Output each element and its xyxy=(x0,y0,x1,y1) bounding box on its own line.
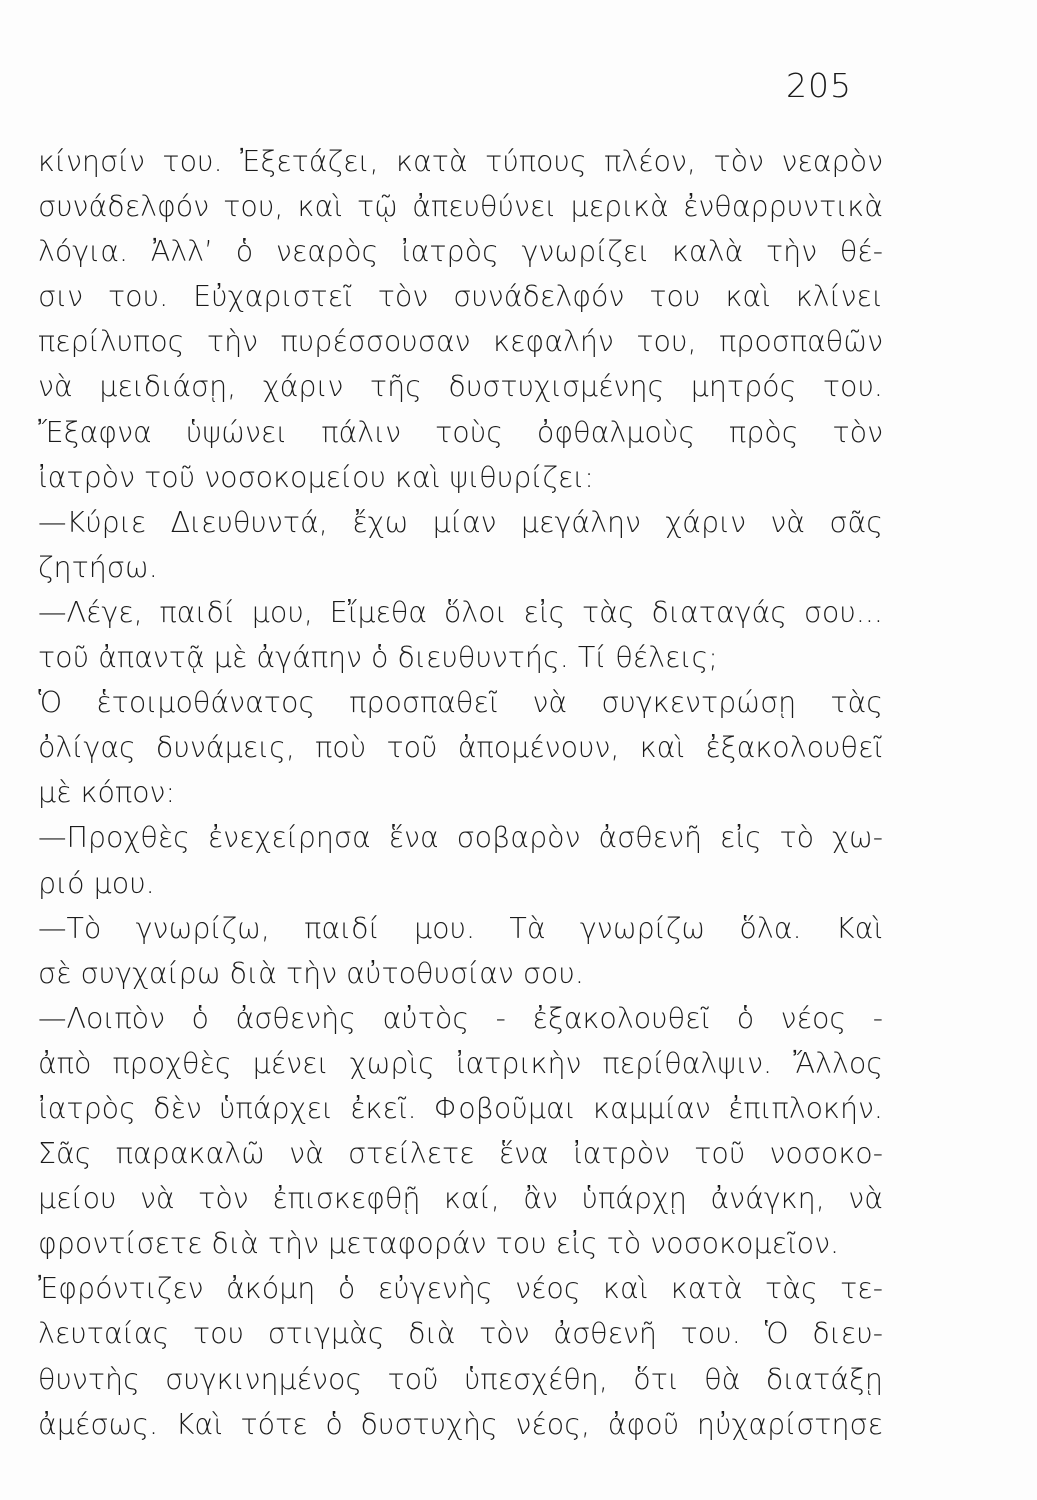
text-line: ἰατρὸς δὲν ὑπάρχει ἐκεῖ. Φοβοῦμαι καμμίαν ἐπιπλοκήν. xyxy=(38,1091,883,1125)
text-line: λόγια. Ἀλλ’ ὁ νεαρὸς ἰατρὸς γνωρίζει καλὰ τὴν θέ- xyxy=(38,235,883,269)
text-line: —Προχθὲς ἐνεχείρησα ἕνα σοβαρὸν ἀσθενῆ εἰς τὸ χω- xyxy=(38,821,883,855)
text-line: σιν του. Εὐχαριστεῖ τὸν συνάδελφόν του καὶ κλίνει xyxy=(38,280,883,314)
text-line: —Λέγε, παιδί μου, Εἴμεθα ὅλοι εἰς τὰς διαταγάς σου... xyxy=(38,595,883,629)
text-line: θυντὴς συγκινημένος τοῦ ὑπεσχέθη, ὅτι θὰ διατάξῃ xyxy=(38,1362,883,1396)
text-line: Ἐφρόντιζεν ἀκόμη ὁ εὐγενὴς νέος καὶ κατὰ τὰς τε- xyxy=(38,1272,883,1306)
text-line: περίλυπος τὴν πυρέσσουσαν κεφαλήν του, προσπαθῶν xyxy=(38,325,883,359)
text-line: φροντίσετε διὰ τὴν μεταφοράν του εἰς τὸ νοσοκομεῖον. xyxy=(38,1227,840,1261)
text-line: μὲ κόπον: xyxy=(38,776,176,810)
text-line: κίνησίν του. Ἐξετάζει, κατὰ τύπους πλέον, τὸν νεαρὸν xyxy=(38,145,883,178)
text-line: ὀλίγας δυνάμεις, ποὺ τοῦ ἀπομένουν, καὶ ἐξακολουθεῖ xyxy=(38,731,883,765)
text-line: —Λοιπὸν ὁ ἀσθενὴς αὐτὸς - ἐξακολουθεῖ ὁ νέος - xyxy=(38,1001,883,1035)
text-line: Ὁ ἑτοιμοθάνατος προσπαθεῖ νὰ συγκεντρώσῃ τὰς xyxy=(38,686,883,720)
text-line: σὲ συγχαίρω διὰ τὴν αὐτοθυσίαν σου. xyxy=(38,956,584,990)
text-line: λευταίας του στιγμὰς διὰ τὸν ἀσθενῆ του. Ὁ διευ- xyxy=(38,1317,883,1351)
text-line: ριό μου. xyxy=(38,866,155,900)
text-line: —Κύριε Διευθυντά, ἔχω μίαν μεγάλην χάριν νὰ σᾶς xyxy=(38,505,883,539)
text-line: ἀμέσως. Καὶ τότε ὁ δυστυχὴς νέος, ἀφοῦ ηὐχαρίστησε xyxy=(38,1407,883,1441)
text-line: Σᾶς παρακαλῶ νὰ στείλετε ἕνα ἰατρὸν τοῦ νοσοκο- xyxy=(38,1137,883,1171)
text-line: τοῦ ἀπαντᾷ μὲ ἀγάπην ὁ διευθυντής. Τί θέλεις; xyxy=(38,641,718,675)
body-text xyxy=(38,139,883,1447)
text-line: —Τὸ γνωρίζω, παιδί μου. Τὰ γνωρίζω ὅλα. Καὶ xyxy=(38,911,883,945)
text-line: μείου νὰ τὸν ἐπισκεφθῇ καί, ἂν ὑπάρχῃ ἀνάγκη, νὰ xyxy=(38,1182,883,1216)
text-line: Ἔξαφνα ὑψώνει πάλιν τοὺς ὀφθαλμοὺς πρὸς τὸν xyxy=(38,415,883,449)
text-line: νὰ μειδιάσῃ, χάριν τῆς δυστυχισμένης μητρός του. xyxy=(38,370,883,404)
text-line: ἰατρὸν τοῦ νοσοκομείου καὶ ψιθυρίζει: xyxy=(38,460,594,494)
text-line: συνάδελφόν του, καὶ τῷ ἀπευθύνει μερικὰ ἐνθαρρυντικὰ xyxy=(38,190,883,224)
text-line: ἀπὸ προχθὲς μένει χωρὶς ἰατρικὴν περίθαλψιν. Ἄλλος xyxy=(38,1046,883,1080)
text-line: ζητήσω. xyxy=(38,550,158,584)
page-number: 205 xyxy=(786,66,852,105)
